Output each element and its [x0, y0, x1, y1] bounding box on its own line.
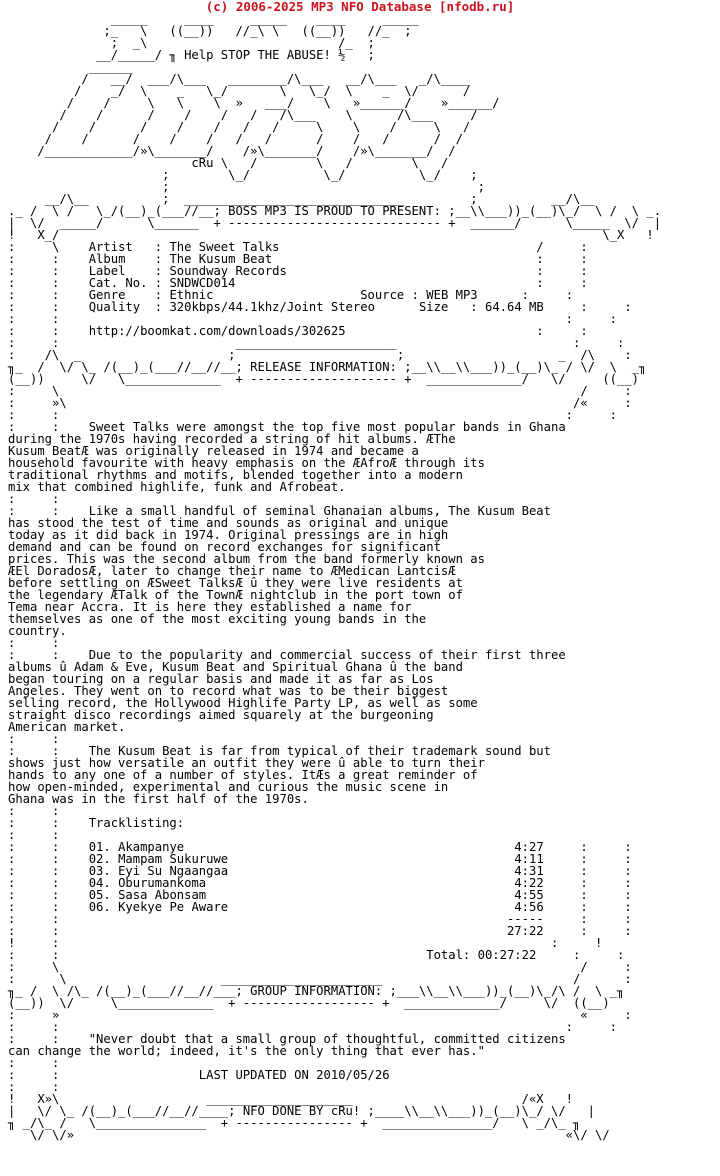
track-title: Mampam Sukuruwe	[118, 852, 229, 866]
track-time: 4:56	[514, 900, 544, 914]
release-paragraph-2: Like a small handful of seminal Ghanaian albums, The Kusum Beat has stood the test of time and sounds as original and unique today as it did back in 1974. Original pressings are in high demand and can be found on record exchanges for significant prices. This was the second album from the band formerly known as ÆEl DoradosÆ, later to change their name to ÆMedican LantcisÆ before settling on ÆSweet TalksÆ û they were live residents at the legendary ÆTalk of the TownÆ nightclub in the port town of Tema near Accra. It is here they established a name for themselves as one of the most exciting young bands in the country.	[8, 504, 551, 638]
totals-divider: -----	[506, 912, 544, 926]
total-value: 00:27:22	[477, 948, 537, 962]
track-time: 4:31	[514, 864, 544, 878]
source-label: Source	[360, 288, 405, 302]
present-heading: BOSS MP3 IS PROUD TO PRESENT:	[228, 204, 441, 218]
track-number: 03.	[88, 864, 111, 878]
size-label: Size	[418, 300, 449, 314]
track-title: Sasa Abonsam	[118, 888, 207, 902]
track-title: Eyi Su Ngaangaa	[118, 864, 229, 878]
catno-label: Cat. No.	[88, 276, 148, 290]
logo-art: _____ ____ _____ ____ _____ ;_ \ ((__)) //_\ \ ((__)) //_ ; ; _\ /_ ; __/_____/ ╖ Help STOP THE ABUSE! ½ ; ______ / __/ ___/\___ ________/\___ __/\___ _/\____ / _/ \ _ \_/ \ \_/ \ _ \/ / / / \ \ \ » ___/ \ »______/ »______/ / / / / / / /\___ \ /\___ / / / / / / / / \ \ / \ / / / / / / / / / / / / / /____________/»\_______/ /»\_______/ /»\_______/ / cRu \ / \ / \ / ; \_/ \_/ \_/ ;	[37, 12, 500, 182]
group-info-heading: GROUP INFORMATION:	[250, 984, 383, 998]
last-updated: LAST UPDATED ON 2010/05/26	[198, 1068, 390, 1082]
quality-label: Quality	[88, 300, 141, 314]
track-number: 05.	[88, 888, 111, 902]
track-title: Akampanye	[118, 840, 185, 854]
track-time: 4:11	[514, 852, 544, 866]
release-paragraph-4: The Kusum Beat is far from typical of their trademark sound but shows just how versatile an outfit they were û able to turn their hands to any one of a number of styles. ItÆs a great reminder of how open-minded, experimental and curious the music scene in Ghana was in the first half of the 1970s.	[8, 744, 551, 806]
banner-text: (c) 2006-2025 MP3 NFO Database [nfodb.ru]	[205, 0, 515, 14]
track-time: 4:22	[514, 876, 544, 890]
genre-label: Genre	[88, 288, 126, 302]
track-number: 06.	[88, 900, 111, 914]
label-value: Soundway Records	[169, 264, 287, 278]
label-label: Label	[88, 264, 126, 278]
track-number: 04.	[88, 876, 111, 890]
source-url[interactable]: http://boomkat.com/downloads/302625	[88, 324, 346, 338]
group-quote: "Never doubt that a small group of thoughtful, committed citizens can change the world; indeed, it's the only thing that ever has."	[8, 1032, 566, 1058]
total-label: Total:	[426, 948, 471, 962]
nfo-document: _____ ____ _____ ____ _____ ;_ \ ((__)) //_\ \ ((__)) //_ ; ; _\ /_ ; __/_____/ ╖ Help STOP THE ABUSE! ½ ; ______ / __/ ___/\___ ________/\___ __/\___ _/\____ / _/ \ _ \_/ \ \_/ \ _ \/ / / / \ \ \ » ___/ \ »______/ »______/ / / / / / / /\___ \ /\___ / / / / / / / / \ \ / \ / / / / / / / / / / / / / /____________/»\_______/ /»\_______/ /»\_______/ / cRu \ / \ / \ / ; \_/ \_/ \_/ ; ; ; __/\__ ; ______________________________ ; __/\__ ._ / \ / \_/(__)_(___//__; BOSS MP3 IS PROUD TO PRESENT: ;__\\___))_(__)\_/ \ / \ _. | \/ _____/ \______ + ----------------------------- + ______/ \_____ \/ | ! X_/ \_X ! : \ Artist : The Sweet Talks / : : : Album : The Kusum Beat : : : : Label : Soundway Records : : : : Cat. No. : SNDWCD014 : : : : Genre : Ethnic Source : WEB MP3 : : : : Quality : 320kbps/44.1khz/Joint Stereo Size : 64.64 MB : : : : : : : : http://boomkat.com/downloads/302625 : : : : ______________________ : : : /\ _ ; ; _ /\ : ╖_ / \/ \_ /(__)_(___//__//__; RELEASE INFORMATION: ;__\\__\\___))_(__)\_ / \/ \ _╖ (__)) \/ \_____________ + -------------------- + _____________/ \/ ((__) : \ / : : »\ /« : : : : : : : Sweet Talks were amongst the top five most popular bands in Ghana during the 1970s having recorded a string of hit albums. ÆThe Kusum BeatÆ was originally released in 1974 and became a household favourite with heavy emphasis on the ÆAfroÆ through its traditional rhythms and motifs, blended together into a modern mix that combined highlife, funk and Afrobeat. : : : : Like a small handful of seminal Ghanaian albums, The Kusum Beat has stood the test of time and sounds as original and unique today as it did back in 1974. Original pressings are in high demand and can be found on record exchanges for significant prices. This was the second album from the band formerly known as ÆEl DoradosÆ, later to change their name to ÆMedican LantcisÆ before settling on ÆSweet TalksÆ û they were live residents at the legendary ÆTalk of the TownÆ nightclub in the port town of Tema near Accra. It is here they established a name for themselves as one of the most exciting young bands in the country. : : : : Due to the popularity and commercial success of their first three albums û Adam & Eve, Kusum Beat and Spiritual Ghana û the band began touring on a regular basis and made it as far as Los Angeles. They went on to record what was to be their biggest selling record, the Hollywood Highlife Party LP, as well as some straight disco recordings aimed squarely at the burgeoning American market. : : : : The Kusum Beat is far from typical of their trademark sound but shows just how versatile an outfit they were û able to turn their hands to any one of a number of styles. ItÆs a great reminder of how open-minded, experimental and curious the music scene in Ghana was in the first half of the 1970s. : : : : Tracklisting: : : : : 01. Akampanye 4:27 : : : : 02. Mampam Sukuruwe 4:11 : : : : 03. Eyi Su Ngaangaa 4:31 : : : : 04. Oburumankoma 4:22 : : : : 05. Sasa Abonsam 4:55 : : : : 06. Kyekye Pe Aware 4:56 : : : : ----- : : : : 27:22 : : ! : : ! : : Total: 00:27:22 : : : \ / : : \ ______________________ / : ╖_ / \ /\_ /(__)_(___//__//___; GROUP INFORMATION: ;___\\__\\___))_(__)\_/\ / \ _╖ (__)) \/ \_____________ + ------------------ + _____________/ \/ ((__) : » « : : : : : : : "Never doubt that a small group of thoughtful, committed citizens can change the world; indeed, it's the only thing that ever has." : : : : LAST UPDATED ON 2010/05/26 : : ! X»\ ____________________ /«X ! | \/ \_ /(__)_(___//__//____; NFO DONE BY cRu! ;____\\__\\___))_(__)\_/ \/ | ╖ _/\_ / \_______________ + ---------------- + _______________/ \ _/\_ ╖ \/ \/» «\/ \/	[8, 12, 662, 1142]
release-paragraph-3: Due to the popularity and commercial success of their first three albums û Adam & Eve, Kusum Beat and Spiritual Ghana û the band began touring on a regular basis and made it as far as Los Angeles. They went on to record what was to be their biggest selling record, the Hollywood Highlife Party LP, as well as some straight disco recordings aimed squarely at the burgeoning American market.	[8, 648, 566, 734]
tracklist-heading: Tracklisting:	[88, 816, 185, 830]
artist-value: The Sweet Talks	[169, 240, 280, 254]
artist-label: Artist	[88, 240, 133, 254]
album-value: The Kusum Beat	[169, 252, 273, 266]
size-value: 64.64 MB	[484, 300, 544, 314]
catno-value: SNDWCD014	[169, 276, 236, 290]
release-paragraph-1: Sweet Talks were amongst the top five most popular bands in Ghana during the 1970s having recorded a string of hit albums. ÆThe Kusum BeatÆ was originally released in 1974 and became a household favourite with heavy emphasis on the ÆAfroÆ through its traditional rhythms and motifs, blended together into a modern mix that combined highlife, funk and Afrobeat.	[8, 420, 566, 494]
genre-value: Ethnic	[169, 288, 214, 302]
track-title: Kyekye Pe Aware	[118, 900, 229, 914]
album-label: Album	[88, 252, 126, 266]
quality-value: 320kbps/44.1khz/Joint Stereo	[169, 300, 375, 314]
release-info-heading: RELEASE INFORMATION:	[250, 360, 397, 374]
track-title: Oburumankoma	[118, 876, 207, 890]
tracks-sum: 27:22	[506, 924, 544, 938]
footer-heading: NFO DONE BY cRu!	[242, 1104, 361, 1118]
track-time: 4:55	[514, 888, 544, 902]
track-number: 02.	[88, 852, 111, 866]
source-value: WEB MP3	[426, 288, 478, 302]
track-number: 01.	[88, 840, 111, 854]
track-time: 4:27	[514, 840, 544, 854]
